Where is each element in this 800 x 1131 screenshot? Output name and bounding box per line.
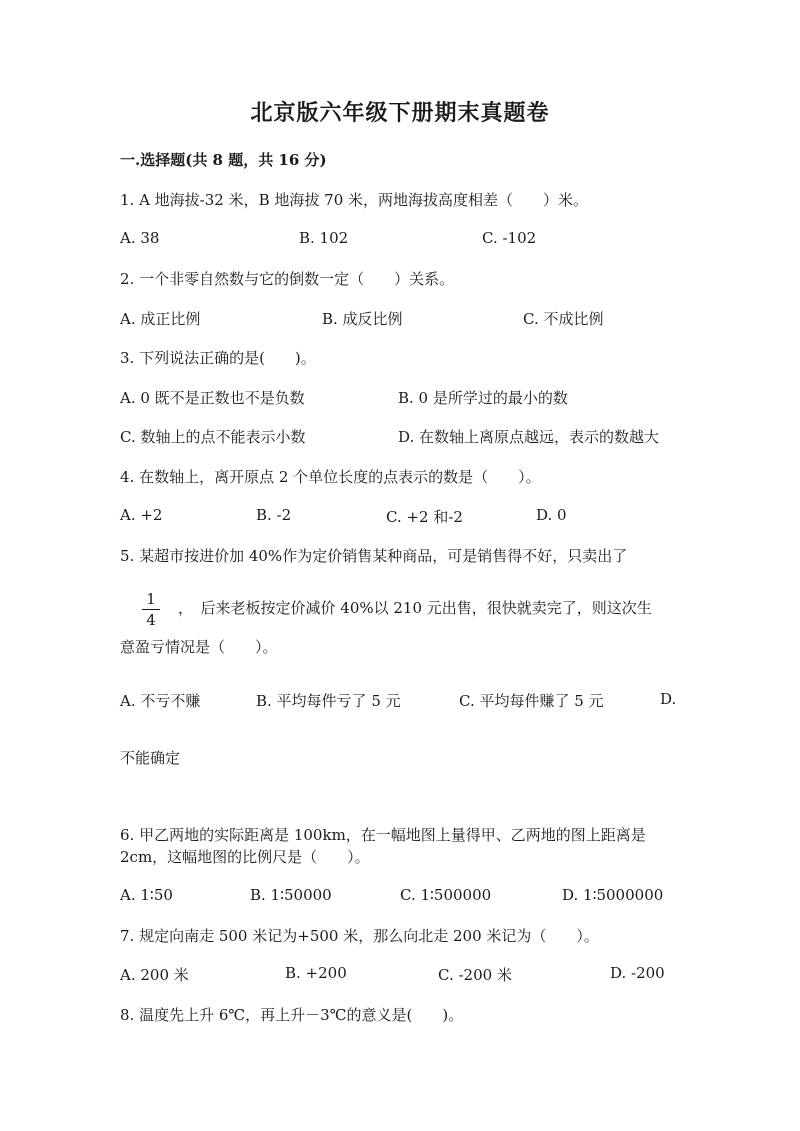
question-5-stem-line-1: 5. 某超市按进价加 40%作为定价销售某种商品，可是销售得不好，只卖出了 [120, 547, 628, 565]
page-title: 北京版六年级下册期末真题卷 [250, 100, 550, 126]
q3-option-a: A. 0 既不是正数也不是负数 [120, 389, 305, 407]
q6-option-a: A. 1∶50 [120, 886, 173, 904]
q3-option-b: B. 0 是所学过的最小的数 [398, 389, 568, 407]
fraction-denominator: 4 [146, 611, 156, 629]
q4-option-c: C. +2 和-2 [386, 508, 463, 526]
q7-option-b: B. +200 [285, 964, 347, 982]
q3-option-c: C. 数轴上的点不能表示小数 [120, 428, 306, 446]
q5-option-b: B. 平均每件亏了 5 元 [256, 692, 401, 710]
question-7-stem: 7. 规定向南走 500 米记为+500 米，那么向北走 200 米记为（ ）。 [120, 927, 599, 945]
q4-option-b: B. -2 [256, 506, 292, 524]
q1-option-b: B. 102 [299, 229, 349, 247]
q1-option-a: A. 38 [120, 229, 160, 247]
q7-option-c: C. -200 米 [438, 966, 512, 984]
question-2-stem: 2. 一个非零自然数与它的倒数一定（ ）关系。 [120, 270, 455, 288]
q3-option-d: D. 在数轴上离原点越远，表示的数越大 [398, 428, 660, 446]
section-heading: 一.选择题(共 8 题，共 16 分) [120, 151, 327, 169]
question-5-stem-line-3: 意盈亏情况是（ ）。 [120, 638, 278, 656]
question-4-stem: 4. 在数轴上，离开原点 2 个单位长度的点表示的数是（ ）。 [120, 468, 541, 486]
q5-option-a: A. 不亏不赚 [120, 692, 201, 710]
q7-option-d: D. -200 [610, 964, 665, 982]
q6-option-b: B. 1∶50000 [250, 886, 332, 904]
q1-option-c: C. -102 [482, 229, 537, 247]
q5-option-c: C. 平均每件赚了 5 元 [459, 692, 604, 710]
question-3-stem: 3. 下列说法正确的是( )。 [120, 349, 316, 367]
q6-option-d: D. 1∶5000000 [562, 886, 664, 904]
q2-option-a: A. 成正比例 [120, 310, 201, 328]
question-5-stem-line-2: ， 后来老板按定价减价 40%以 210 元出售，很快就卖完了，则这次生 [178, 599, 652, 617]
q6-option-c: C. 1∶500000 [400, 886, 492, 904]
fraction-one-quarter [140, 590, 162, 629]
question-1-stem: 1. A 地海拔-32 米，B 地海拔 70 米，两地海拔高度相差（ ）米。 [120, 191, 589, 209]
q4-option-a: A. +2 [120, 506, 163, 524]
fraction-numerator: 1 [146, 590, 156, 608]
question-6-stem-line-1: 6. 甲乙两地的实际距离是 100km，在一幅地图上量得甲、乙两地的图上距离是 [120, 826, 646, 844]
q4-option-d: D. 0 [536, 506, 567, 524]
q5-option-d-continued: 不能确定 [120, 749, 181, 767]
q7-option-a: A. 200 米 [120, 966, 189, 984]
question-6-stem-line-2: 2cm，这幅地图的比例尺是（ ）。 [120, 848, 370, 866]
q2-option-c: C. 不成比例 [523, 310, 604, 328]
fraction-bar [142, 609, 160, 610]
q5-option-d: D. [660, 690, 677, 708]
q2-option-b: B. 成反比例 [322, 310, 403, 328]
question-8-stem: 8. 温度先上升 6℃，再上升－3℃的意义是( )。 [120, 1006, 464, 1024]
